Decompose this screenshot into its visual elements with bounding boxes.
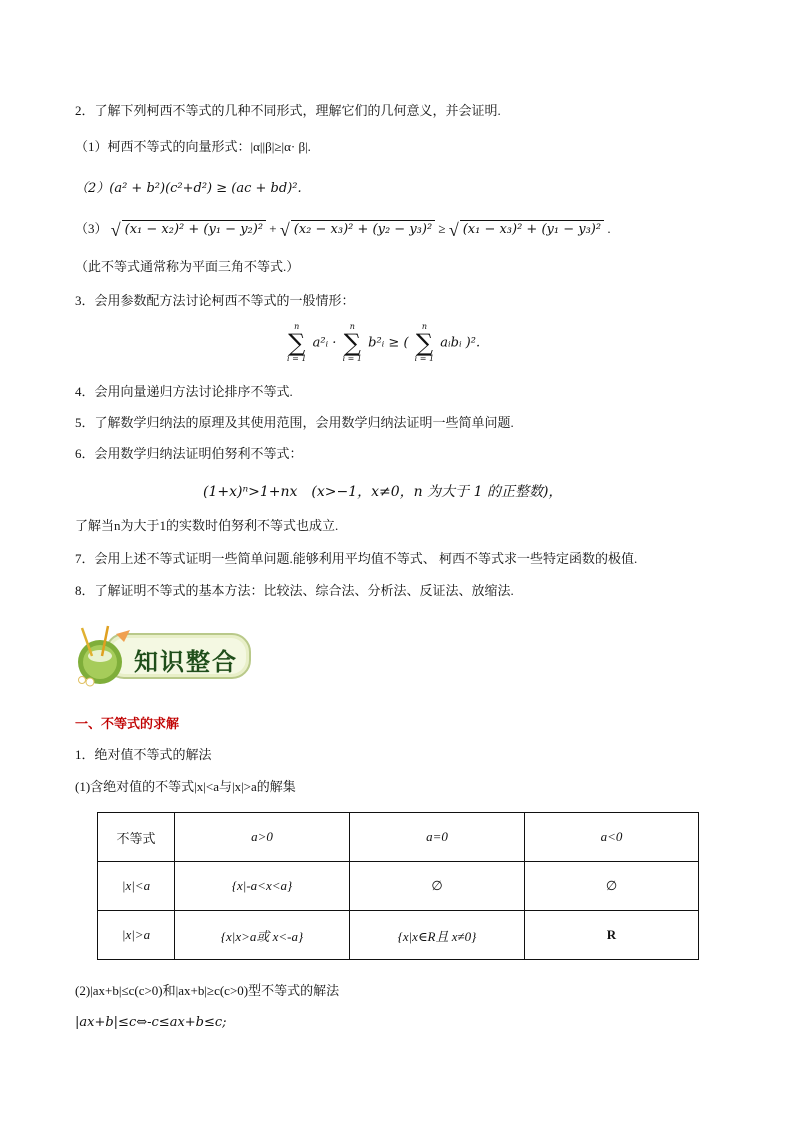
item-4: 4．会用向量递归方法讨论排序不等式. [75,384,293,399]
sum-symbol-1: n ∑ i = 1 [287,322,307,363]
table-cell: {x|-a<x<a} [175,862,350,911]
item-2-2: （2）(a² + b²)(c²+d²) ≥ (ac + bd)². [75,181,302,196]
item-2-3 [75,220,611,239]
table-cell: |x|>a [98,911,175,960]
cauchy-general-formula [285,322,480,364]
section-title: 一、不等式的求解 [75,716,180,731]
solution-set-table [97,812,699,960]
table-header-row [98,813,699,862]
knowledge-banner [72,622,254,688]
item-5: 5．了解数学归纳法的原理及其使用范围，会用数学归纳法证明一些简单问题. [75,415,514,430]
subsection-1-1: (1)含绝对值的不等式|x|<a与|x|>a的解集 [75,779,296,794]
subsection-1-2-formula: |ax+b|≤c⇔-c≤ax+b≤c; [75,1015,227,1030]
item-2-note: （此不等式通常称为平面三角不等式.） [75,259,300,274]
table-cell: ∅ [350,862,525,911]
formula-part-c: aᵢbᵢ )². [440,335,481,351]
item-6: 6．会用数学归纳法证明伯努利不等式： [75,446,303,461]
bernoulli-formula: (1+x)ⁿ>1+nx (x>−1，x≠0，n 为大于 1 的正整数)， [203,484,563,500]
sum-symbol-3: n ∑ i = 1 [414,322,435,363]
table-header-cell: a>0 [175,813,350,862]
sum-symbol-2: n ∑ i = 1 [342,322,362,363]
period: . [607,221,611,236]
table-header-cell: a=0 [350,813,525,862]
item-2-3-prefix: （3） [75,221,108,236]
formula-part-b: b²ᵢ ≥ ( [368,335,409,351]
item-2-1: （1）柯西不等式的向量形式：|α||β|≥|α· β|. [75,139,311,154]
term-3: (x₁ − x₃)² + (y₁ − y₃)² [460,220,604,239]
subsection-1-2: (2)|ax+b|≤c(c>0)和|ax+b|≥c(c>0)型不等式的解法 [75,983,340,998]
table-header-cell: a<0 [525,813,699,862]
subsection-1: 1．绝对值不等式的解法 [75,747,212,762]
banner-title: 知识整合 [134,648,238,676]
table-cell: R [525,911,699,960]
item-2: 2．了解下列柯西不等式的几种不同形式，理解它们的几何意义，并会证明. [75,103,501,118]
table-header-cell: 不等式 [98,813,175,862]
table-cell: {x|x∈R且 x≠0} [350,911,525,960]
table-row [98,862,699,911]
item-6-note: 了解当n为大于1的实数时伯努利不等式也成立. [75,518,339,533]
item-8: 8．了解证明不等式的基本方法：比较法、综合法、分析法、反证法、放缩法. [75,583,514,598]
term-2: (x₂ − x₃)² + (y₂ − y₃)² [291,220,435,239]
table-row [98,911,699,960]
sqrt-sign-1: √ [110,220,121,240]
sqrt-sign-3: √ [448,220,459,240]
item-7: 7．会用上述不等式证明一些简单问题.能够利用平均值不等式、 柯西不等式求一些特定函数的极值. [75,551,638,566]
item-3: 3．会用参数配方法讨论柯西不等式的一般情形： [75,293,355,308]
table-cell: {x|x>a或 x<-a} [175,911,350,960]
plus-sign: + [269,221,277,236]
table-cell: |x|<a [98,862,175,911]
table-cell: ∅ [525,862,699,911]
sqrt-sign-2: √ [279,220,290,240]
ge-sign: ≥ [438,221,446,236]
term-1: (x₁ − x₂)² + (y₁ − y₂)² [122,220,266,239]
formula-part-a: a²ᵢ · [312,335,337,351]
